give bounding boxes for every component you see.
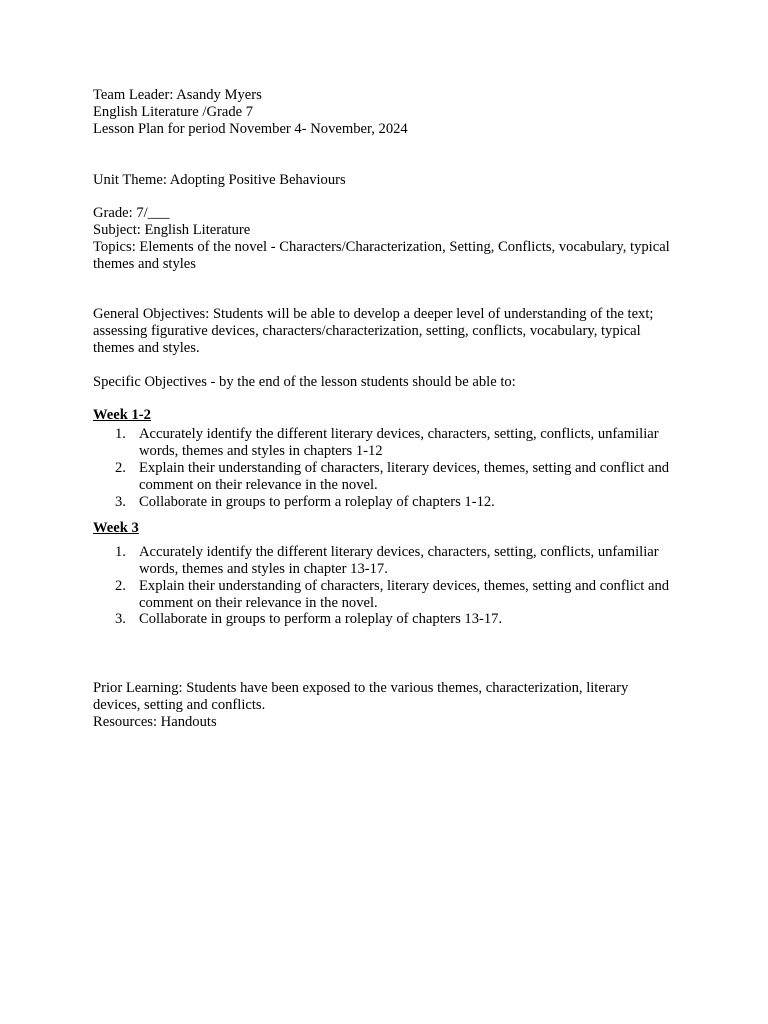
list-item-text: Accurately identify the different literary devices, characters, setting, conflicts, unfamiliar words, themes and styles in chapter 13-17. [139, 544, 659, 577]
grade-line: Grade: 7/___ [93, 205, 170, 222]
list-item-number: 3. [115, 611, 126, 628]
list-item-number: 3. [115, 493, 126, 510]
document-page [93, 87, 673, 731]
week-1-2-heading: Week 1-2 [93, 406, 151, 423]
list-item [93, 578, 673, 612]
course-line: English Literature /Grade 7 [93, 103, 254, 120]
list-item [93, 611, 673, 628]
resources-line: Resources: Handouts [93, 713, 217, 730]
week-1-2-objectives-list [93, 426, 673, 510]
list-item-text: Accurately identify the different literary devices, characters, setting, conflicts, unfamiliar words, themes and styles in chapters 1-12 [139, 426, 659, 460]
list-item-number: 2. [115, 577, 126, 594]
unit-theme-line: Unit Theme: Adopting Positive Behaviours [93, 172, 346, 189]
week-3-objectives-list [93, 544, 673, 628]
team-leader-line: Team Leader: Asandy Myers [93, 87, 262, 103]
list-item [93, 544, 673, 578]
list-item-text: Collaborate in groups to perform a roleplay of chapters 13-17. [139, 611, 503, 628]
lesson-period-line: Lesson Plan for period November 4- November, 2024 [93, 120, 408, 137]
list-item-number: 1. [115, 426, 126, 443]
general-objectives-paragraph: General Objectives: Students will be able to develop a deeper level of understanding of the text; assessing figurative devices, characters/characterization, setting, conflicts, vocabulary, typical themes and styles. [93, 306, 654, 356]
list-item [93, 494, 673, 511]
list-item-text: Explain their understanding of characters, literary devices, themes, setting and conflict and comment on their relevance in the novel. [139, 577, 670, 611]
subject-line: Subject: English Literature [93, 221, 251, 238]
topics-paragraph: Topics: Elements of the novel - Characters/Characterization, Setting, Conflicts, vocabulary, typical themes and styles [93, 238, 670, 272]
list-item-number: 1. [115, 544, 126, 561]
list-item-number: 2. [115, 459, 126, 476]
list-item [93, 460, 673, 494]
specific-objectives-intro: Specific Objectives - by the end of the lesson students should be able to: [93, 373, 516, 390]
week-3-heading: Week 3 [93, 520, 139, 537]
prior-learning-paragraph: Prior Learning: Students have been exposed to the various themes, characterization, literary devices, setting and conflicts. [93, 680, 629, 713]
list-item-text: Collaborate in groups to perform a roleplay of chapters 1-12. [139, 493, 495, 510]
list-item-text: Explain their understanding of characters, literary devices, themes, setting and conflict and comment on their relevance in the novel. [139, 459, 670, 493]
list-item [93, 426, 673, 460]
